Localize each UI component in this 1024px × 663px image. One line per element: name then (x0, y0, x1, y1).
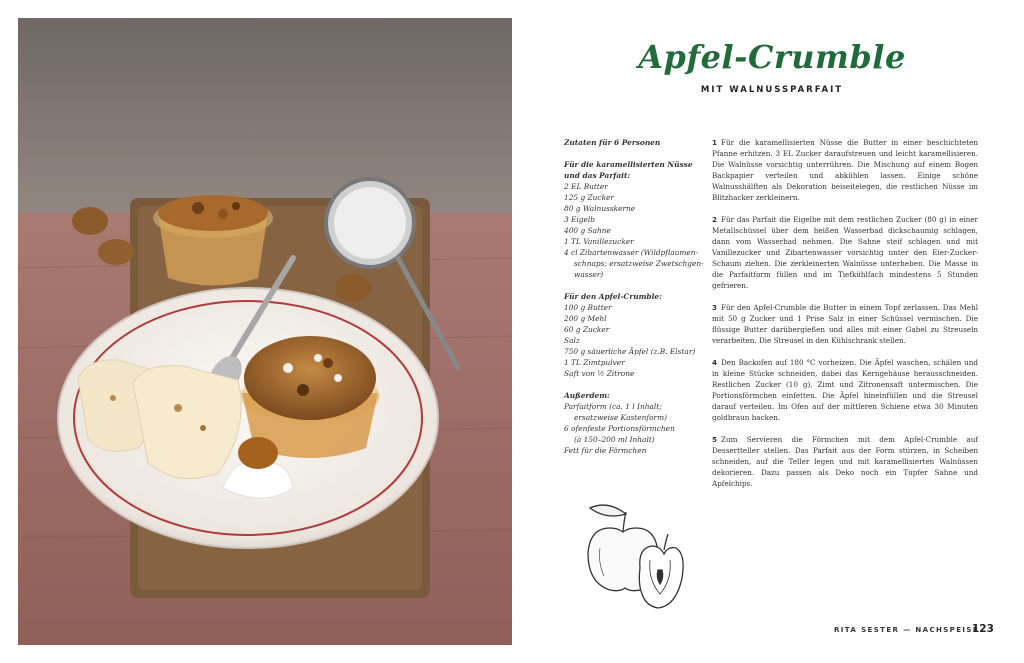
ingredient-item: 200 g Mehl (564, 314, 607, 323)
ingredient-group-heading: Für die karamellisierten Nüsse (564, 160, 693, 169)
ingredient-item: (à 150–200 ml Inhalt) (574, 435, 655, 444)
ingredient-group (564, 159, 704, 280)
step-text: Zum Servieren die Förmchen mit dem Apfel-Crumble auf Dessertteller stellen. Das Parfait aus der Form stürzen, in Scheiben schneiden, auf die Teller legen und mit karamellisierten Walnüssen dekorieren. Dazu passen als Deko noch ein Tupfer Sahne und Apfelchips. (712, 435, 978, 488)
dessert-photo (18, 18, 512, 645)
ingredient-item: schnaps; ersatzweise Zwetschgen- (574, 259, 704, 268)
ingredient-item: ersatzweise Kastenform) (574, 413, 667, 422)
ingredient-item: wasser) (574, 270, 604, 279)
ingredient-item: 60 g Zucker (564, 325, 610, 334)
ingredient-item: Fett für die Förmchen (564, 446, 647, 455)
ingredients-list (564, 137, 704, 456)
step-number: 4 (712, 358, 718, 367)
ingredient-item: 80 g Walnusskerne (564, 204, 636, 213)
preparation-step (712, 302, 978, 346)
step-text: Den Backofen auf 180 °C vorheizen. Die Äpfel waschen, schälen und in kleine Stücke schneiden, dabei das Kerngehäuse herausschneiden. Restlichen Zucker (10 g), Zimt und Zitronensaft untermischen. Die Portionsförmchen einfetten. Die Äpfel hineinfüllen und die Streusel darauf verteilen. Im Ofen auf der mittleren Schiene etwa 30 Minuten goldbraun backen. (712, 358, 978, 422)
wall-background (18, 18, 512, 218)
ingredient-item: 1 TL Vanillezucker (564, 237, 634, 246)
ingredient-item: Parfaitform (ca. 1 l Inhalt; (564, 402, 662, 411)
step-text: Für den Apfel-Crumble die Butter in einem Topf zerlassen. Das Mehl mit 50 g Zucker und 1 Prise Salz in einer Schüssel vermischen. Die flüssige Butter darübergießen und alles mit einer Gabel zu Streuseln verarbeiten. Die Streusel in den Kühlschrank stellen. (712, 303, 978, 345)
apple-illustration-icon (580, 498, 690, 622)
preparation-step (712, 137, 978, 203)
page-number: 123 (972, 623, 994, 635)
step-text: Für das Parfait die Eigelbe mit dem restlichen Zucker (80 g) in einer Metallschüssel über dem heißen Wasserbad dickschaumig schlagen, dann vom Wasserbad nehmen. Die Sahne steif schlagen und mit Vanillezucker und Zibartenwasser vorsichtig unter den Eier-Zucker-Schaum ziehen. Die zerkleinerten Walnüsse unterheben. Die Masse in die Parfaitform füllen und im Tiefkühlfach mindestens 5 Stunden gefrieren. (712, 215, 978, 290)
walnut (98, 239, 134, 265)
preparation-steps (712, 137, 978, 500)
preparation-step (712, 357, 978, 423)
servings-heading: Zutaten für 6 Personen (564, 138, 661, 147)
recipe-title: Apfel-Crumble (638, 38, 906, 76)
ingredient-item: 125 g Zucker (564, 193, 614, 202)
ingredient-item: 6 ofenfeste Portionsförmchen (564, 424, 675, 433)
walnut (335, 274, 371, 302)
ingredient-group-heading: und das Parfait: (564, 171, 631, 180)
walnut (72, 207, 108, 235)
page-footer: RITA SESTER — NACHSPEISE (834, 626, 980, 634)
ingredient-group-heading: Für den Apfel-Crumble: (564, 292, 662, 301)
caramelized-walnut (238, 437, 278, 469)
step-number: 5 (712, 435, 718, 444)
step-number: 1 (712, 138, 718, 147)
preparation-step (712, 434, 978, 489)
recipe-subtitle: MIT WALNUSSPARFAIT (700, 85, 844, 95)
ingredient-item: 1 TL Zimtpulver (564, 358, 625, 367)
ingredient-group-heading: Außerdem: (564, 391, 610, 400)
dessert-photo-illustration (18, 18, 512, 645)
ingredient-item: 4 cl Zibartenwasser (Wildpflaumen- (564, 248, 699, 257)
step-text: Für die karamellisierten Nüsse die Butter in einer beschichteten Pfanne erhitzen. 3 EL Zucker daraufstreuen und leicht karamellisieren. Die Walnüsse vorsichtig unterrühren. Die Mischung auf einem Bogen Backpapier verteilen und abkühlen lassen. Einige schöne Walnusshälften als Dekoration beiseitelegen, die restlichen Nüsse im Blitzhacker zerkleinern. (712, 138, 978, 202)
ingredient-item: 400 g Sahne (564, 226, 611, 235)
ingredient-item: 3 Eigelb (564, 215, 596, 224)
ingredient-group (564, 291, 704, 379)
step-number: 2 (712, 215, 718, 224)
ingredient-item: Saft von ½ Zitrone (564, 369, 635, 378)
parfait-slice (133, 366, 241, 479)
ingredient-item: 2 EL Butter (564, 182, 608, 191)
ingredient-item: 100 g Butter (564, 303, 612, 312)
ingredient-item: Salz (564, 336, 580, 345)
ingredient-group (564, 390, 704, 456)
ingredient-item: 750 g säuerliche Äpfel (z.B. Elstar) (564, 347, 696, 356)
recipe-page (520, 0, 1024, 663)
preparation-step (712, 214, 978, 291)
step-number: 3 (712, 303, 718, 312)
